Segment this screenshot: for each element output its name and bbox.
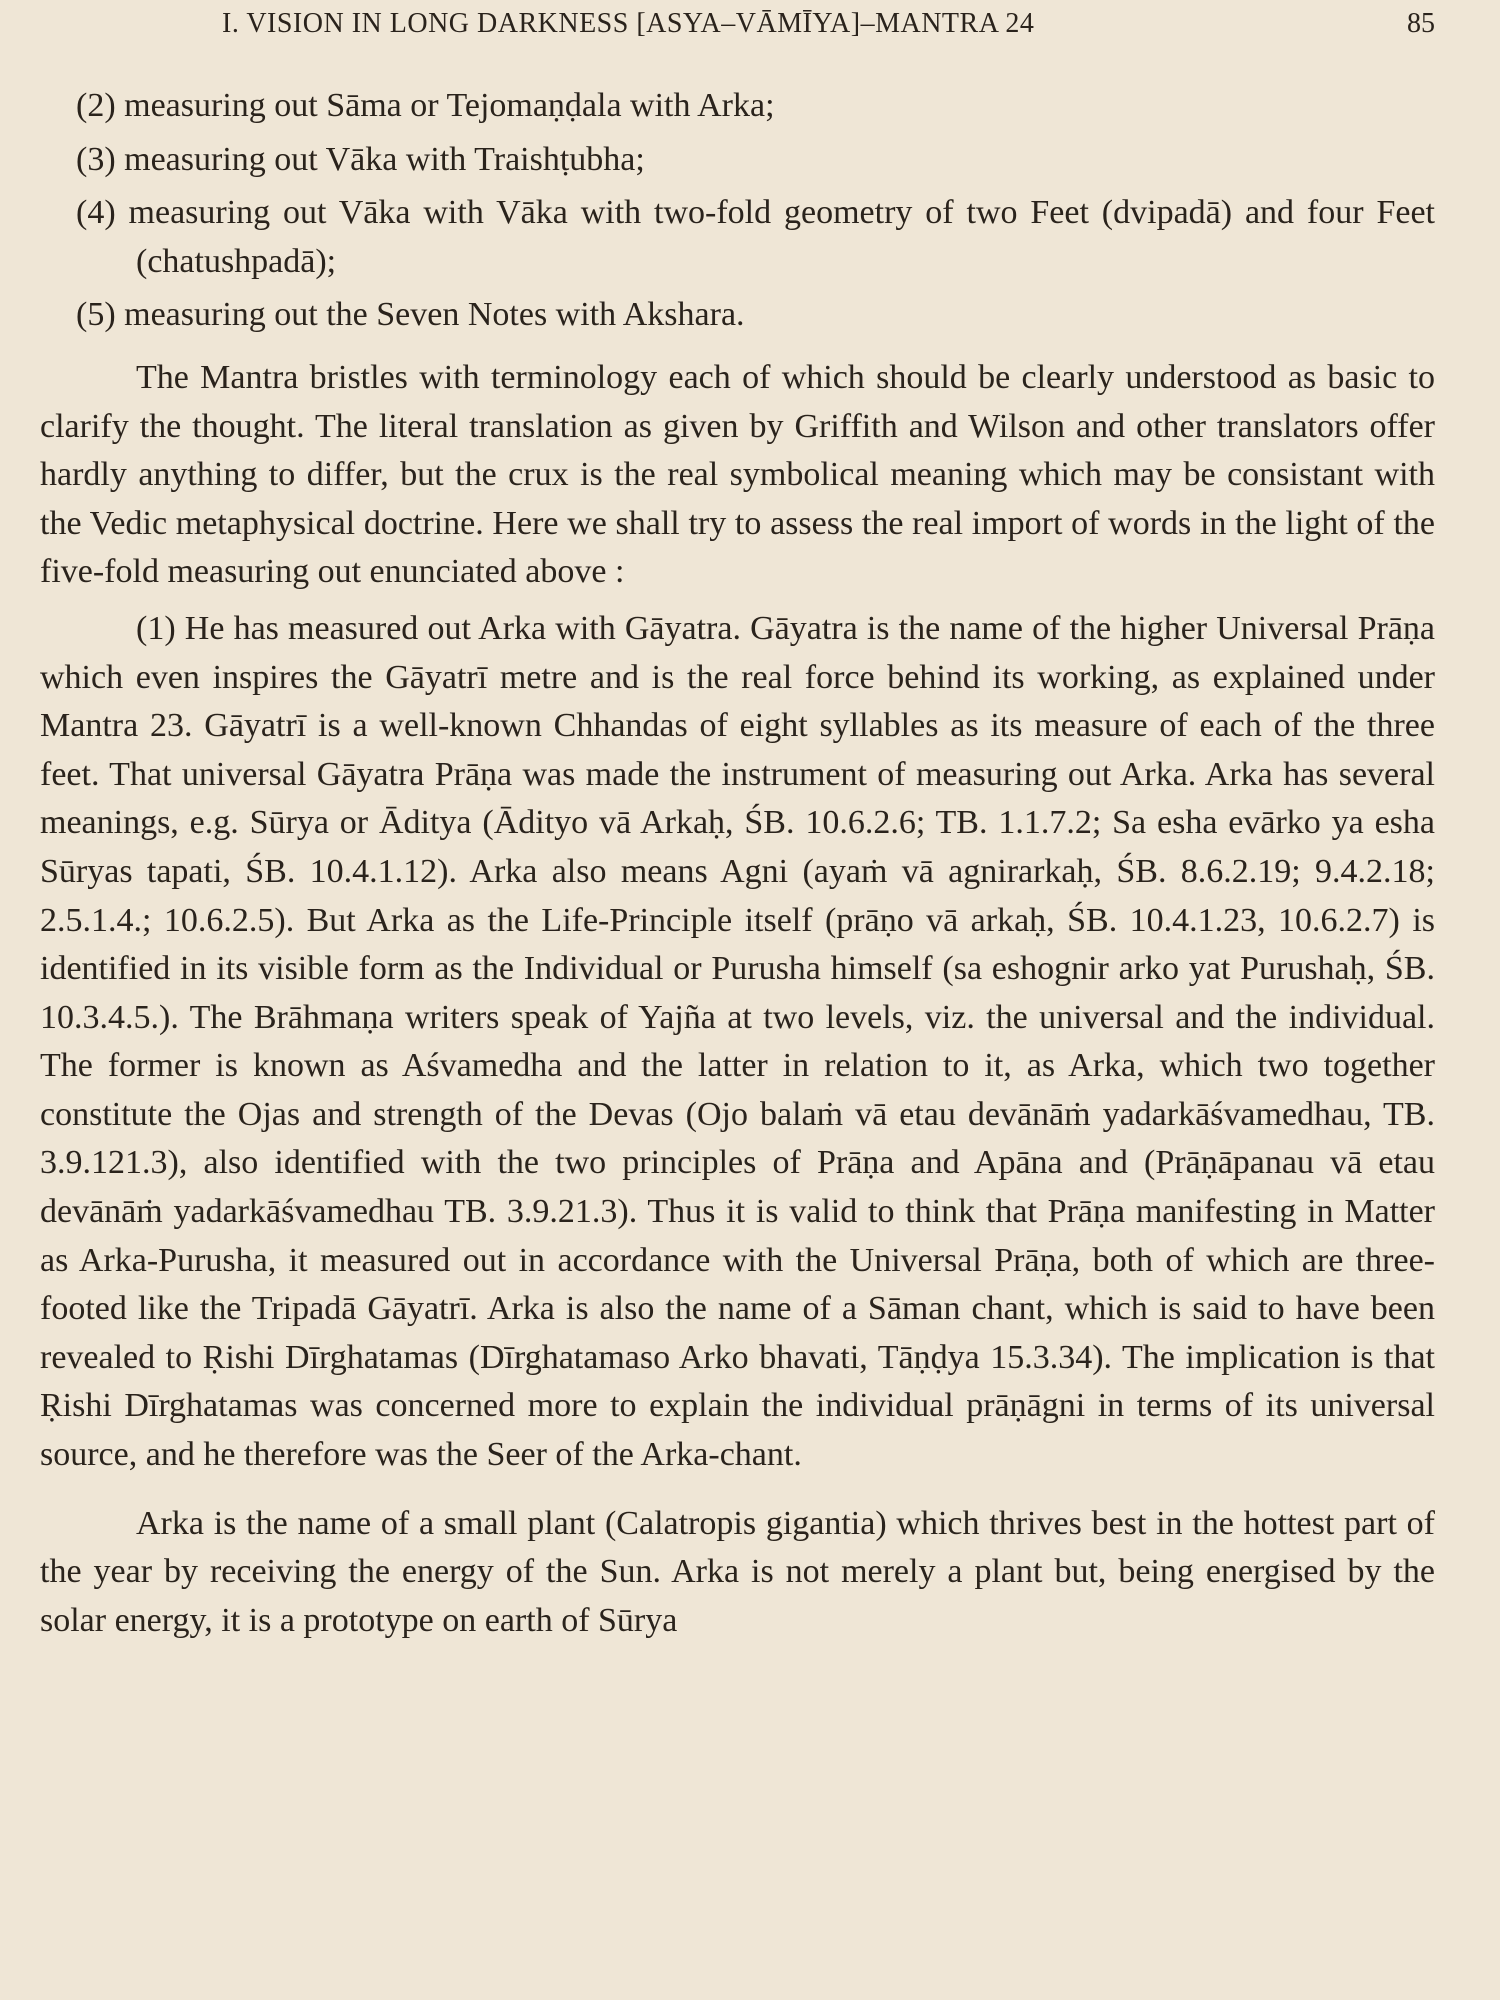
- book-page: [40, 0, 1435, 2000]
- list-item-4: (4) measuring out Vāka with Vāka with two-fold geometry of two Feet (dvipadā) and four Feet (chatushpadā);: [76, 194, 1435, 280]
- paragraph-terminology: The Mantra bristles with terminology each of which should be clearly understood as basic to clarify the thought. The literal translation as given by Griffith and Wilson and other translators offer hardly anything to differ, but the crux is the real symbolical meaning which may be consistant with the Vedic metaphysical doctrine. Here we shall try to assess the real import of words in the light of the five-fold measuring out enunciated above :: [40, 358, 1435, 591]
- page-header: [40, 6, 1435, 56]
- list-item-5: (5) measuring out the Seven Notes with Akshara.: [76, 296, 745, 334]
- paragraph-arka-gayatra: (1) He has measured out Arka with Gāyatra. Gāyatra is the name of the higher Universal Prāṇa which even inspires the Gāyatrī metre and is the real force behind its working, as explained under Mantra 23. Gāyatrī is a well-known Chhandas of eight syllables as its measure of each of the three feet. That universal Gāyatra Prāṇa was made the instrument of measuring out Arka. Arka has several meanings, e.g. Sūrya or Āditya (Ādityo vā Arkaḥ, ŚB. 10.6.2.6; TB. 1.1.7.2; Sa esha evārko ya esha Sūryas tapati, ŚB. 10.4.1.12). Arka also means Agni (ayaṁ vā agnirarkaḥ, ŚB. 8.6.2.19; 9.4.2.18; 2.5.1.4.; 10.6.2.5). But Arka as the Life-Principle itself (prāṇo vā arkaḥ, ŚB. 10.4.1.23, 10.6.2.7) is identified in its visible form as the Individual or Purusha himself (sa eshognir arko yat Purushaḥ, ŚB. 10.3.4.5.). The Brāhmaṇa writers speak of Yajña at two levels, viz. the universal and the individual. The former is known as Aśvamedha and the latter in relation to it, as Arka, which two together constitute the Ojas and strength of the Devas (Ojo balaṁ vā etau devānāṁ yadarkāśvamedhau, TB. 3.9.121.3), also identified with the two principles of Prāṇa and Apāna and (Prāṇāpanau vā etau devānāṁ yadarkāśvamedhau TB. 3.9.21.3). Thus it is valid to think that Prāṇa manifesting in Matter as Arka-Purusha, it measured out in accordance with the Universal Prāṇa, both of which are three-footed like the Tripadā Gāyatrī. Arka is also the name of a Sāman chant, which is said to have been revealed to Ṛishi Dīrghatamas (Dīrghatamaso Arko bhavati, Tāṇḍya 15.3.34). The implication is that Ṛishi Dīrghatamas was concerned more to explain the individual prāṇāgni in terms of its universal source, and he therefore was the Seer of the Arka-chant.: [40, 609, 1435, 1474]
- page-number: 85: [1407, 8, 1435, 39]
- list-item-3: (3) measuring out Vāka with Traishṭubha;: [76, 140, 645, 178]
- paragraph-arka-plant: Arka is the name of a small plant (Calatropis gigantia) which thrives best in the hottest part of the year by receiving the energy of the Sun. Arka is not merely a plant but, being energised by the solar energy, it is a prototype on earth of Sūrya: [40, 1504, 1435, 1639]
- list-item-2: (2) measuring out Sāma or Tejomaṇḍala with Arka;: [76, 87, 775, 124]
- body-text: [40, 82, 1435, 1645]
- running-head: I. VISION IN LONG DARKNESS [ASYA–VĀMĪYA]–MANTRA 24: [222, 8, 1035, 39]
